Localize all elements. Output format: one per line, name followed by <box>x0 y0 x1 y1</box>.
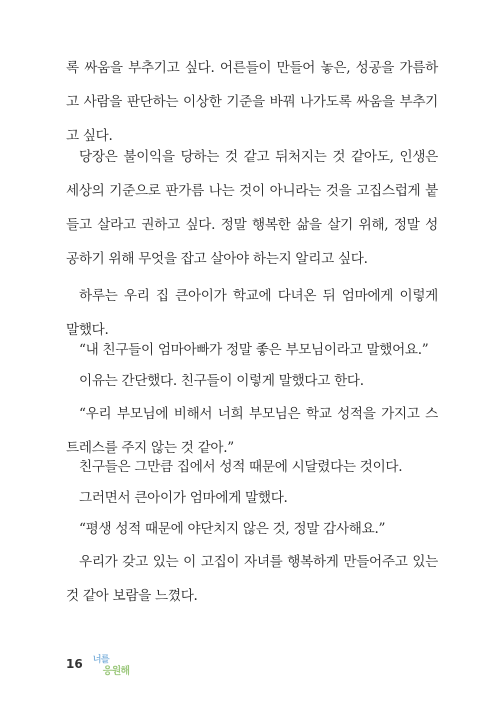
page-number: 16 <box>66 657 83 671</box>
text-line: 록 싸움을 부추기고 싶다. 어른들이 만들어 놓은, 성공을 가름하 <box>66 60 438 76</box>
paragraph-1 <box>66 51 438 153</box>
paragraph-10 <box>66 545 438 613</box>
text-line: 그러면서 큰아이가 엄마에게 말했다. <box>79 490 288 506</box>
paragraph-5 <box>66 364 438 398</box>
text-line: 공하기 위해 무엇을 잡고 살아야 하는지 알리고 싶다. <box>66 251 368 267</box>
page-footer <box>66 652 149 676</box>
text-line: “내 친구들이 엄마아빠가 정말 좋은 부모님이라고 말했어요.” <box>79 342 429 358</box>
text-line: 트레스를 주지 않는 것 같아.” <box>66 440 234 456</box>
text-line: 말했다. <box>66 322 109 338</box>
text-line: 우리가 갖고 있는 이 고집이 자녀를 행복하게 만들어주고 있는 <box>79 554 438 570</box>
book-logo <box>93 652 149 676</box>
text-line: 친구들은 그만큼 집에서 성적 때문에 시달렸다는 것이다. <box>79 459 403 475</box>
book-logo-top: 너를 <box>92 655 110 665</box>
text-line: 고 사람을 판단하는 이상한 기준을 바꿔 나가도록 싸움을 부추기 <box>66 94 438 110</box>
text-line: 세상의 기준으로 판가름 나는 것이 아니라는 것을 고집스럽게 붙 <box>66 183 438 199</box>
text-line: 고 싶다. <box>66 128 113 144</box>
paragraph-4 <box>66 333 438 367</box>
text-line: 하루는 우리 집 큰아이가 학교에 다녀온 뒤 엄마에게 이렇게 <box>79 288 438 304</box>
paragraph-9 <box>66 512 438 546</box>
text-line: 들고 살라고 권하고 싶다. 정말 행복한 삶을 살기 위해, 정말 성 <box>66 217 438 233</box>
text-line: “평생 성적 때문에 야단치지 않은 것, 정말 감사해요.” <box>79 521 386 537</box>
paragraph-7 <box>66 450 438 484</box>
book-logo-bottom: 응원해 <box>102 666 130 677</box>
text-line: 당장은 불이익을 당하는 것 같고 뒤처지는 것 같아도, 인생은 <box>79 149 438 165</box>
paragraph-2 <box>66 140 438 276</box>
text-line: 것 같아 보람을 느꼈다. <box>66 588 198 604</box>
text-line: 이유는 간단했다. 친구들이 이렇게 말했다고 한다. <box>79 373 364 389</box>
text-line: “우리 부모님에 비해서 너희 부모님은 학교 성적을 가지고 스 <box>79 406 438 422</box>
paragraph-8 <box>66 481 438 515</box>
